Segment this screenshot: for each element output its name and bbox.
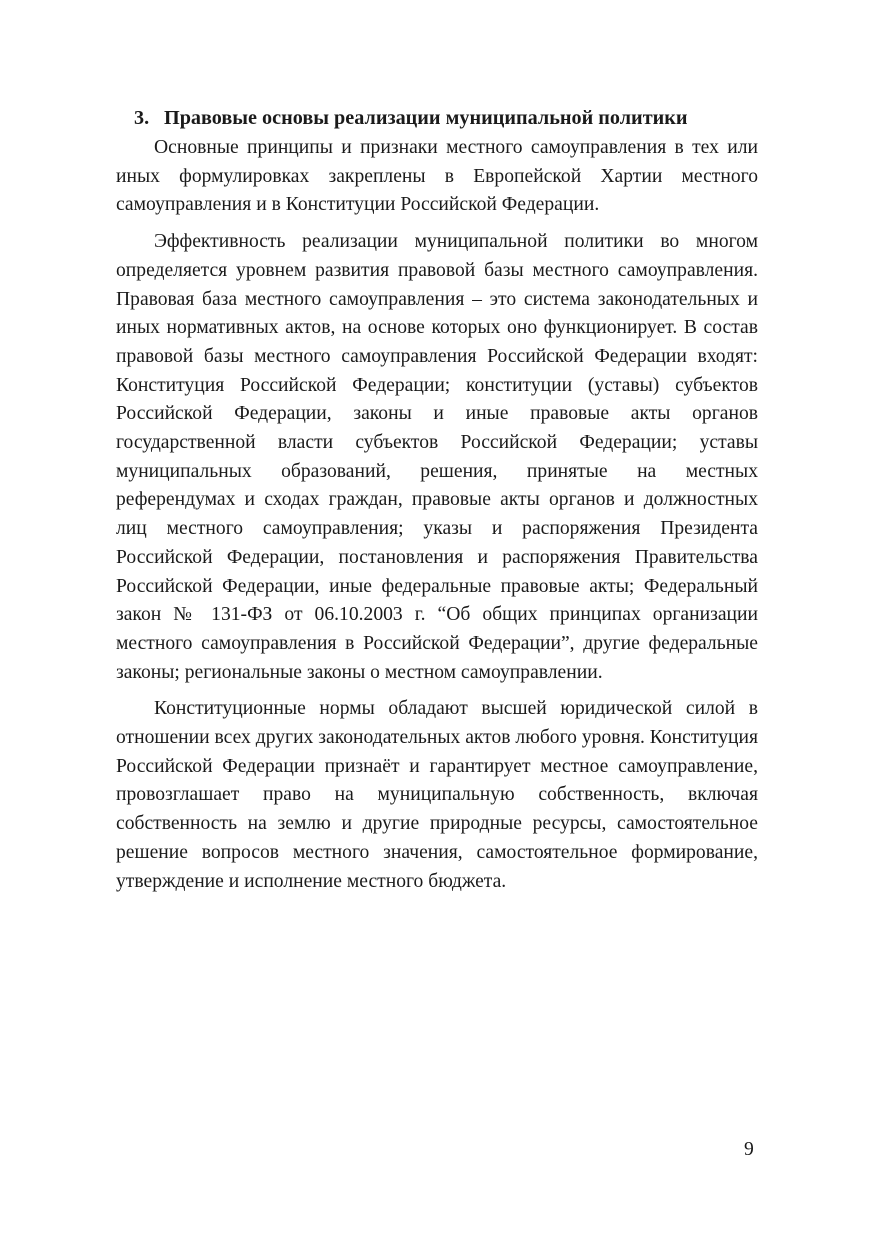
page-content <box>116 104 758 904</box>
section-number: 3. <box>134 107 150 129</box>
paragraph-2: Эффективность реализации муниципальной политики во многом определяется уровнем развития правовой базы местного самоуправления. Правовая база местного самоуправления – это система законодательных и иных нормативных актов, на основе которых оно функционирует. В состав правовой базы местного самоуправления Российской Федерации входят: Конституция Российской Федерации; конституции (уставы) субъектов Российской Федерации, законы и иные правовые акты органов государственной власти субъектов Российской Федерации; уставы муниципальных образований, решения, принятые на местных референдумах и сходах граждан, правовые акты органов и должностных лиц местного самоуправления; указы и распоряжения Президента Российской Федерации, постановления и распоряжения Правительства Российской Федерации, иные федеральные правовые акты; Федеральный закон № 131-ФЗ от 06.10.2003 г. “Об общих принципах организации местного самоуправления в Российской Федерации”, другие федеральные законы; региональные законы о местном самоуправлении. <box>116 231 758 683</box>
page-number: 9 <box>744 1139 754 1160</box>
paragraph-3: Конституционные нормы обладают высшей юридической силой в отношении всех других законодательных актов любого уровня. Конституция Российской Федерации признаёт и гарантирует местное самоуправление, провозглашает право на муниципальную собственность, включая собственность на землю и другие природные ресурсы, самостоятельное решение вопросов местного значения, самостоятельное формирование, утверждение и исполнение местного бюджета. <box>116 698 758 892</box>
paragraph-1: Основные принципы и признаки местного самоуправления в тех или иных формулировках закреплены в Европейской Хартии местного самоуправления и в Конституции Российской Федерации. <box>116 137 758 216</box>
section-heading <box>116 104 758 132</box>
section-title: Правовые основы реализации муниципальной политики <box>164 107 688 129</box>
